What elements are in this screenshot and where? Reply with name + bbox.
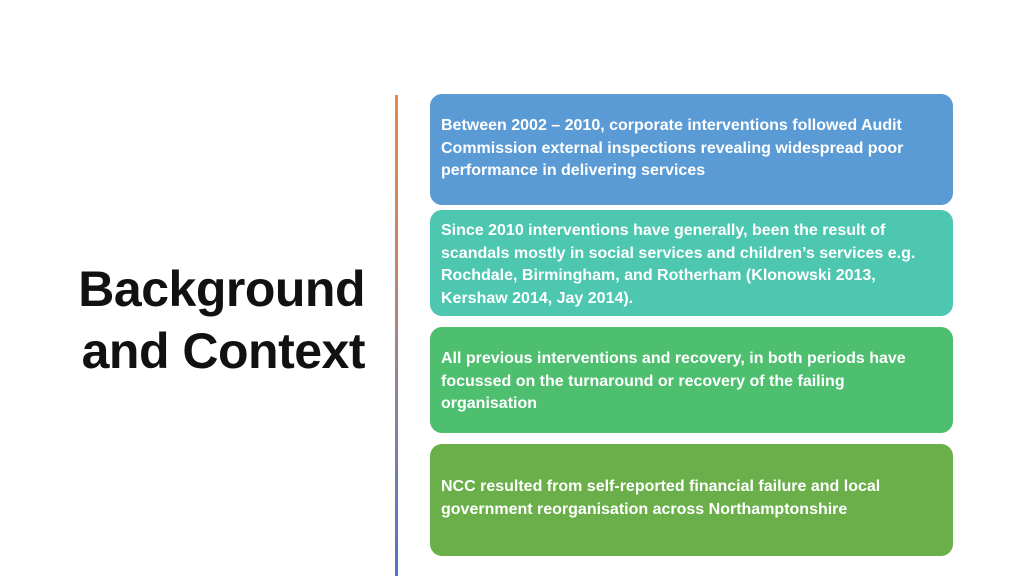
vertical-divider (395, 95, 398, 576)
content-box-2 (430, 210, 953, 316)
content-box-4 (430, 444, 953, 556)
content-box-3-text: All previous interventions and recovery, in both periods have focussed on the turnaround or recovery of the failing organisation (441, 350, 906, 412)
content-box-4-text: NCC resulted from self-reported financial failure and local government reorganisation across Northamptonshire (441, 478, 881, 518)
content-box-1 (430, 94, 953, 205)
content-box-1-text: Between 2002 – 2010, corporate interventions followed Audit Commission external inspections revealing widespread poor performance in delivering services (441, 117, 904, 179)
content-box-3 (430, 327, 953, 433)
slide-title (40, 258, 365, 382)
content-box-2-text: Since 2010 interventions have generally, been the result of scandals mostly in social services and children’s services e.g. Rochdale, Birmingham, and Rotherham (Klonowski 2013, Kershaw 2014, Jay 2014). (441, 222, 916, 307)
title-line-1: Background (78, 261, 365, 317)
title-line-2: and Context (81, 323, 365, 379)
